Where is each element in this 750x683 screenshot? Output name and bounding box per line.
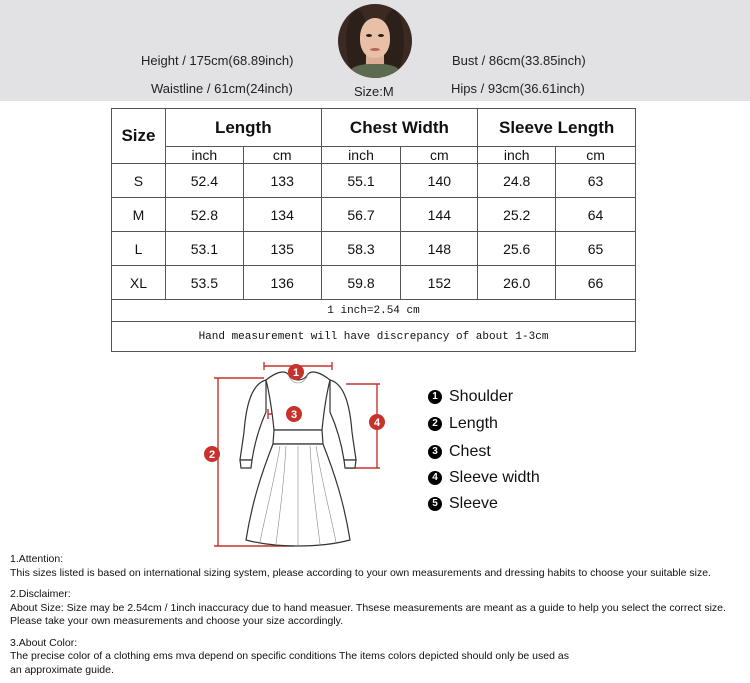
legend-label: Shoulder <box>449 388 514 405</box>
table-cell: 66 <box>556 266 636 300</box>
model-height: Height / 175cm(68.89inch) <box>141 53 294 68</box>
marker-length <box>204 446 220 462</box>
table-cell: 25.2 <box>478 198 556 232</box>
table-header-row <box>112 109 636 147</box>
legend-number-icon: 3 <box>428 445 442 459</box>
svg-text:2: 2 <box>208 449 216 461</box>
marker-sleeve-width <box>369 414 385 430</box>
conversion-row <box>112 300 636 322</box>
unit-cell: inch <box>478 147 556 164</box>
attention-text: This sizes listed is based on international sizing system, please according to your own measurements and dressing habits to choose your suitable size. <box>10 566 711 579</box>
header-length: Length <box>165 109 321 147</box>
unit-cell: cm <box>401 147 478 164</box>
dress-measurement-diagram <box>196 352 392 552</box>
legend-item <box>428 495 498 513</box>
table-cell: 55.1 <box>321 164 401 198</box>
table-cell: 53.5 <box>165 266 243 300</box>
unit-cell: cm <box>243 147 321 164</box>
disclaimer-text: Please take your own measurements and choose your size accordingly. <box>10 615 344 627</box>
table-cell: 65 <box>556 232 636 266</box>
table-row <box>112 232 636 266</box>
table-cell: 134 <box>243 198 321 232</box>
attention-title: 1.Attention: <box>10 553 64 565</box>
table-row <box>112 164 636 198</box>
legend-number-icon: 1 <box>428 390 442 404</box>
table-cell: 136 <box>243 266 321 300</box>
unit-cell: inch <box>321 147 401 164</box>
size-cell: M <box>112 198 166 232</box>
color-title: 3.About Color: <box>10 636 78 649</box>
unit-cell: inch <box>165 147 243 164</box>
notes-section <box>10 553 750 677</box>
disclaimer-text: About Size: Size may be 2.54cm / 1inch inaccuracy due to hand measuer. Thsese measurements are meant as a guide to help you select the correct size. <box>10 601 726 614</box>
table-cell: 58.3 <box>321 232 401 266</box>
legend-item <box>428 443 491 461</box>
legend-number-icon: 4 <box>428 471 442 485</box>
legend-label: Length <box>449 415 498 432</box>
table-cell: 25.6 <box>478 232 556 266</box>
measurement-note-row <box>112 322 636 352</box>
table-cell: 64 <box>556 198 636 232</box>
table-cell: 152 <box>401 266 478 300</box>
disclaimer-title: 2.Disclaimer: <box>10 588 71 600</box>
model-bust: Bust / 86cm(33.85inch) <box>452 53 586 68</box>
model-info-bar <box>0 0 750 101</box>
model-avatar <box>338 4 412 78</box>
header-chest-width: Chest Width <box>321 109 478 147</box>
marker-chest <box>286 406 302 422</box>
legend-item <box>428 415 498 433</box>
svg-text:4: 4 <box>373 417 381 429</box>
conversion-note: 1 inch=2.54 cm <box>112 300 636 322</box>
table-row <box>112 198 636 232</box>
model-hips: Hips / 93cm(36.61inch) <box>451 81 585 96</box>
table-cell: 52.8 <box>165 198 243 232</box>
table-cell: 135 <box>243 232 321 266</box>
table-cell: 53.1 <box>165 232 243 266</box>
table-cell: 144 <box>401 198 478 232</box>
legend-number-icon: 2 <box>428 417 442 431</box>
svg-text:1: 1 <box>292 367 300 379</box>
table-cell: 24.8 <box>478 164 556 198</box>
size-chart-table <box>111 108 636 352</box>
table-cell: 52.4 <box>165 164 243 198</box>
color-text: The precise color of a clothing ems mva depend on specific conditions The items colors depicted should only be used as <box>10 650 569 662</box>
table-row <box>112 266 636 300</box>
table-cell: 59.8 <box>321 266 401 300</box>
header-sleeve-length: Sleeve Length <box>478 109 636 147</box>
color-text: an approximate guide. <box>10 663 114 676</box>
legend-number-icon: 5 <box>428 497 442 511</box>
svg-text:3: 3 <box>290 409 298 421</box>
marker-shoulder <box>288 364 304 380</box>
model-size: Size:M <box>354 84 394 99</box>
size-cell: L <box>112 232 166 266</box>
unit-cell: cm <box>556 147 636 164</box>
legend-label: Chest <box>449 443 491 460</box>
legend-label: Sleeve <box>449 495 498 512</box>
table-cell: 133 <box>243 164 321 198</box>
table-cell: 26.0 <box>478 266 556 300</box>
header-size: Size <box>112 109 166 164</box>
table-cell: 63 <box>556 164 636 198</box>
table-cell: 148 <box>401 232 478 266</box>
legend-label: Sleeve width <box>449 469 540 486</box>
table-cell: 140 <box>401 164 478 198</box>
size-cell: XL <box>112 266 166 300</box>
legend-item <box>428 388 513 406</box>
legend-item <box>428 469 540 487</box>
measurement-note: Hand measurement will have discrepancy of about 1-3cm <box>112 322 636 352</box>
model-waistline: Waistline / 61cm(24inch) <box>151 81 293 96</box>
table-units-row <box>112 147 636 164</box>
table-cell: 56.7 <box>321 198 401 232</box>
size-cell: S <box>112 164 166 198</box>
